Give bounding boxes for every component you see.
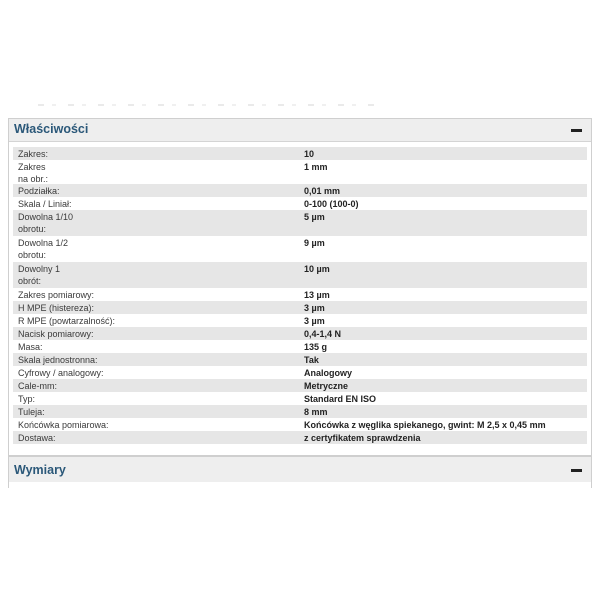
property-label: Cyfrowy / analogowy: (18, 368, 104, 378)
property-value: 9 µm (304, 238, 325, 248)
table-row (13, 418, 587, 431)
property-label: Zakres: (18, 149, 49, 159)
property-label: H MPE (histereza): (18, 303, 95, 313)
table-row (13, 197, 587, 210)
dimensions-panel-header[interactable] (9, 457, 591, 482)
table-row (13, 431, 587, 444)
faded-breadcrumb-line (38, 104, 378, 106)
property-value: 10 µm (304, 264, 330, 274)
table-row (13, 301, 587, 314)
property-value: 5 µm (304, 212, 325, 222)
table-row (13, 379, 587, 392)
property-value: 3 µm (304, 316, 325, 326)
property-value: Końcówka z węglika spiekanego, gwint: M 2,5 x 0,45 mm (304, 420, 546, 430)
properties-panel-header[interactable] (9, 119, 591, 142)
table-row (13, 236, 587, 262)
table-row (13, 288, 587, 301)
property-value: 0,01 mm (304, 186, 341, 196)
property-label: Skala / Liniał: (18, 199, 72, 209)
property-label: Podziałka: (18, 186, 60, 196)
table-row (13, 327, 587, 340)
property-label: Dostawa: (18, 433, 56, 443)
property-value: 1 mm (304, 162, 328, 172)
property-value: Analogowy (304, 368, 353, 378)
property-label: Typ: (18, 394, 36, 404)
property-value: 13 µm (304, 290, 330, 300)
property-value: 8 mm (304, 407, 328, 417)
property-label: Zakres pomiarowy: (18, 290, 95, 300)
properties-table (13, 147, 587, 444)
table-row (13, 340, 587, 353)
table-row (13, 262, 587, 288)
table-row (13, 314, 587, 327)
property-label: Dowolna 1/2 obrotu: (18, 238, 69, 260)
table-row (13, 392, 587, 405)
property-value: 0,4-1,4 N (304, 329, 342, 339)
table-row (13, 184, 587, 197)
property-label: Dowolna 1/10 obrotu: (18, 212, 74, 234)
property-label: Nacisk pomiarowy: (18, 329, 94, 339)
property-value: 10 (304, 149, 315, 159)
table-row (13, 353, 587, 366)
properties-panel-title: Właściwości (14, 122, 89, 136)
table-row (13, 210, 587, 236)
property-value: Standard EN ISO (304, 394, 377, 404)
dimensions-panel-title: Wymiary (14, 463, 66, 477)
table-row (13, 147, 587, 160)
property-value: 0-100 (100-0) (304, 199, 359, 209)
property-value: 3 µm (304, 303, 325, 313)
minus-icon[interactable] (571, 129, 582, 132)
minus-icon[interactable] (571, 469, 582, 472)
property-label: Dowolny 1 obrót: (18, 264, 61, 286)
table-row (13, 160, 587, 184)
table-row (13, 405, 587, 418)
property-value: z certyfikatem sprawdzenia (304, 433, 421, 443)
property-label: Zakres na obr.: (18, 162, 49, 184)
property-label: Tuleja: (18, 407, 45, 417)
properties-panel (8, 118, 592, 456)
property-value: Metryczne (304, 381, 349, 391)
property-label: Końcówka pomiarowa: (18, 420, 109, 430)
property-label: Skala jednostronna: (18, 355, 98, 365)
property-value: Tak (304, 355, 319, 365)
property-value: 135 g (304, 342, 328, 352)
property-label: Cale-mm: (18, 381, 58, 391)
table-row (13, 366, 587, 379)
property-label: Masa: (18, 342, 43, 352)
dimensions-panel (8, 456, 592, 488)
property-label: R MPE (powtarzalność): (18, 316, 116, 326)
